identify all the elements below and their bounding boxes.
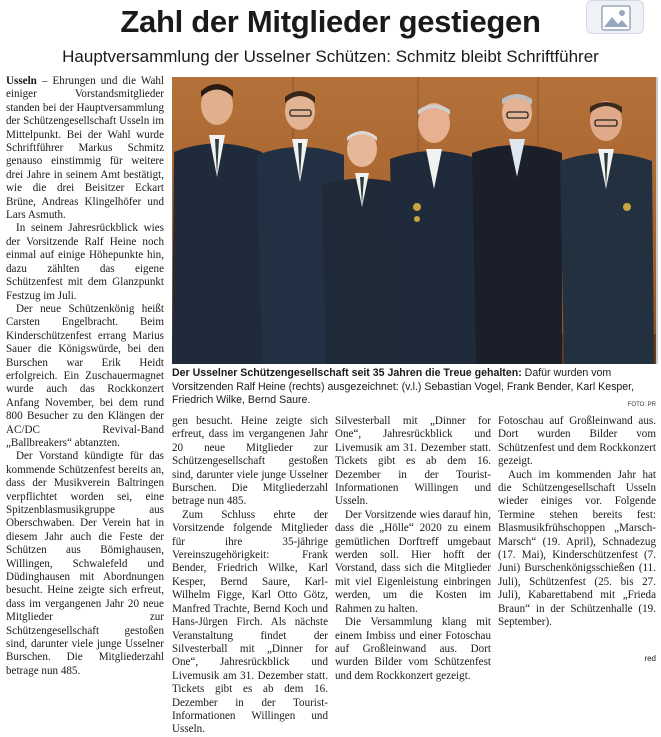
article-column-4 (498, 415, 656, 665)
paragraph: Auch im kommenden Jahr hat die Schützengesellschaft Usseln wieder einiges vor. Folgende Termine stehen bereits fest: Blasmusikfrühschoppen „Marsch-Marsch“ (19. April), Schnadezug (17. Mai), Kinderschützenfest (7. Juni) Burschenkönigsschießen (11. Juli), Schützenfest (25. bis 27. Juli), Kabarettabend mit „Frieda Braun“ in der Schützenhalle (19. September). (498, 468, 656, 629)
paragraph-intro: Usseln – Ehrungen und die Wahl einiger Vorstandsmitglieder standen bei der Hauptversammlung der Schützengesellschaft Usseln im Mittelpunkt. Bei der Wahl wurde Schriftführer Markus Schmitz genauso einstimmig für weitere drei Jahre in seinem Amt bestätigt, wie die drei Beisitzer Eckart Brüne, Andreas Klingelhöfer und Lars Asmuth. (6, 75, 164, 222)
photo-credit: FOTO: PR (627, 402, 656, 408)
people-illustration (172, 77, 656, 364)
paragraph: Der Vorsitzende wies darauf hin, dass die „Hölle“ 2020 zu einem gemütlichen Dorftreff umgebaut werden soll. Hier hofft der Vorstand, dass sich die Mitglieder mit viel Eigenleistung einbringen werden, um die Kosten im Rahmen zu halten. (335, 508, 491, 615)
group-photo (172, 77, 656, 364)
headline: Zahl der Mitglieder gestiegen (120, 4, 541, 39)
person-6 (560, 101, 654, 364)
paragraph-continued: gen besucht. Heine zeigte sich erfreut, dass im vergangenen Jahr 20 neue Mitglieder zur Schützengesellschaft gestoßen sind, darunter viele junge Usselner Burschen. Die Mitgliederzahl betrage nun 485. (172, 415, 328, 508)
subheadline: Hauptversammlung der Usselner Schützen: Schmitz bleibt Schriftführer (62, 47, 599, 66)
article-column-2 (172, 415, 328, 736)
person-5 (472, 94, 562, 364)
paragraph: Der neue Schützenkönig heißt Carsten Engelbracht. Beim Kinderschützenfest errang Marius Sauer die Königswürde, bei den Burschen war Erik Heidt erfolgreich. Ein Zuschauermagnet wurde auch das Rockkonzert Anfang November, bei dem rund 800 Besucher zu den Klängen der AC/DC Revival-Band „Ballbreakers“ abtanzten. (6, 302, 164, 449)
photo-caption (172, 367, 656, 408)
article-column-1 (6, 75, 164, 677)
paragraph: Die Versammlung klang mit einem Imbiss und einer Fotoschau auf Großleinwand aus. Dort wurden Bilder vom Schützenfest und dem Rockkonzert gezeigt. (335, 616, 491, 682)
paragraph-continued: Silvesterball mit „Dinner for One“, Jahresrückblick und Livemusik am 31. Dezember statt. Tickets gibt es ab dem 16. Dezember in der Tourist-Informationen Willingen und Usseln. (335, 415, 491, 508)
caption-lead: Der Usselner Schützengesellschaft seit 35 Jahren die Treue gehalten: (172, 367, 522, 379)
article-column-3 (335, 415, 491, 682)
paragraph: Zum Schluss ehrte der Vorsitzende folgende Mitglieder für ihre 35-jährige Vereinszugehörigkeit: Frank Bender, Friedrich Wilke, Karl Kesper, Bernd Saure, Karl-Wilhelm Figge, Karl Otto Götz, Manfred Trachte, Bernd Koch und Hans-Jürgen Firch. Als nächste Veranstaltung findet der Silvesterball mit „Dinner for One“, Jahresrückblick und Livemusik am 31. Dezember statt. Tickets gibt es ab dem 16. Dezember in der Tourist-Informationen Willingen und Usseln. (172, 508, 328, 736)
author-signature: red (644, 653, 656, 663)
paragraph: Der Vorstand kündigte für das kommende Schützenfest bereits an, dass der Musikverein Baltringen verpflichtet worden sei, eine Spitzenblasmusikgruppe aus Oberschwaben. Der Verein hat in diesem Jahr auch die Feste der Schützen aus Bömighausen, Willingen, Schwalefeld und Düdinghausen mit Abordnungen besucht. Heine zeigte sich erfreut, dass im vergangenen Jahr 20 neue Mitglieder zur Schützengesellschaft gestoßen sind, darunter viele junge Usselner Burschen. Die Mitgliederzahl betrage nun 485. (6, 450, 164, 677)
image-icon[interactable] (586, 0, 644, 34)
image-placeholder-icon (601, 5, 631, 31)
person-4 (390, 103, 478, 364)
person-1 (172, 84, 264, 364)
dateline: Usseln (6, 75, 37, 87)
paragraph-continued: Fotoschau auf Großleinwand aus. Dort wurden Bilder vom Schützenfest und dem Rockkonzert gezeigt. (498, 415, 656, 468)
caption-text: Dafür wurden vom Vorsitzenden Ralf Heine (rechts) ausgezeichnet: (v.l.) Sebastian Vogel, Frank Bender, Karl Kesper, Friedrich Wilke, Bernd Saure. (172, 367, 635, 406)
paragraph: In seinem Jahresrückblick wies der Vorsitzende Ralf Heine noch einmal auf einige Höhepunkte hin, dazu zählten das eigene Schützenfest mit dem Glanzpunkt Festzug im Juli. (6, 222, 164, 302)
